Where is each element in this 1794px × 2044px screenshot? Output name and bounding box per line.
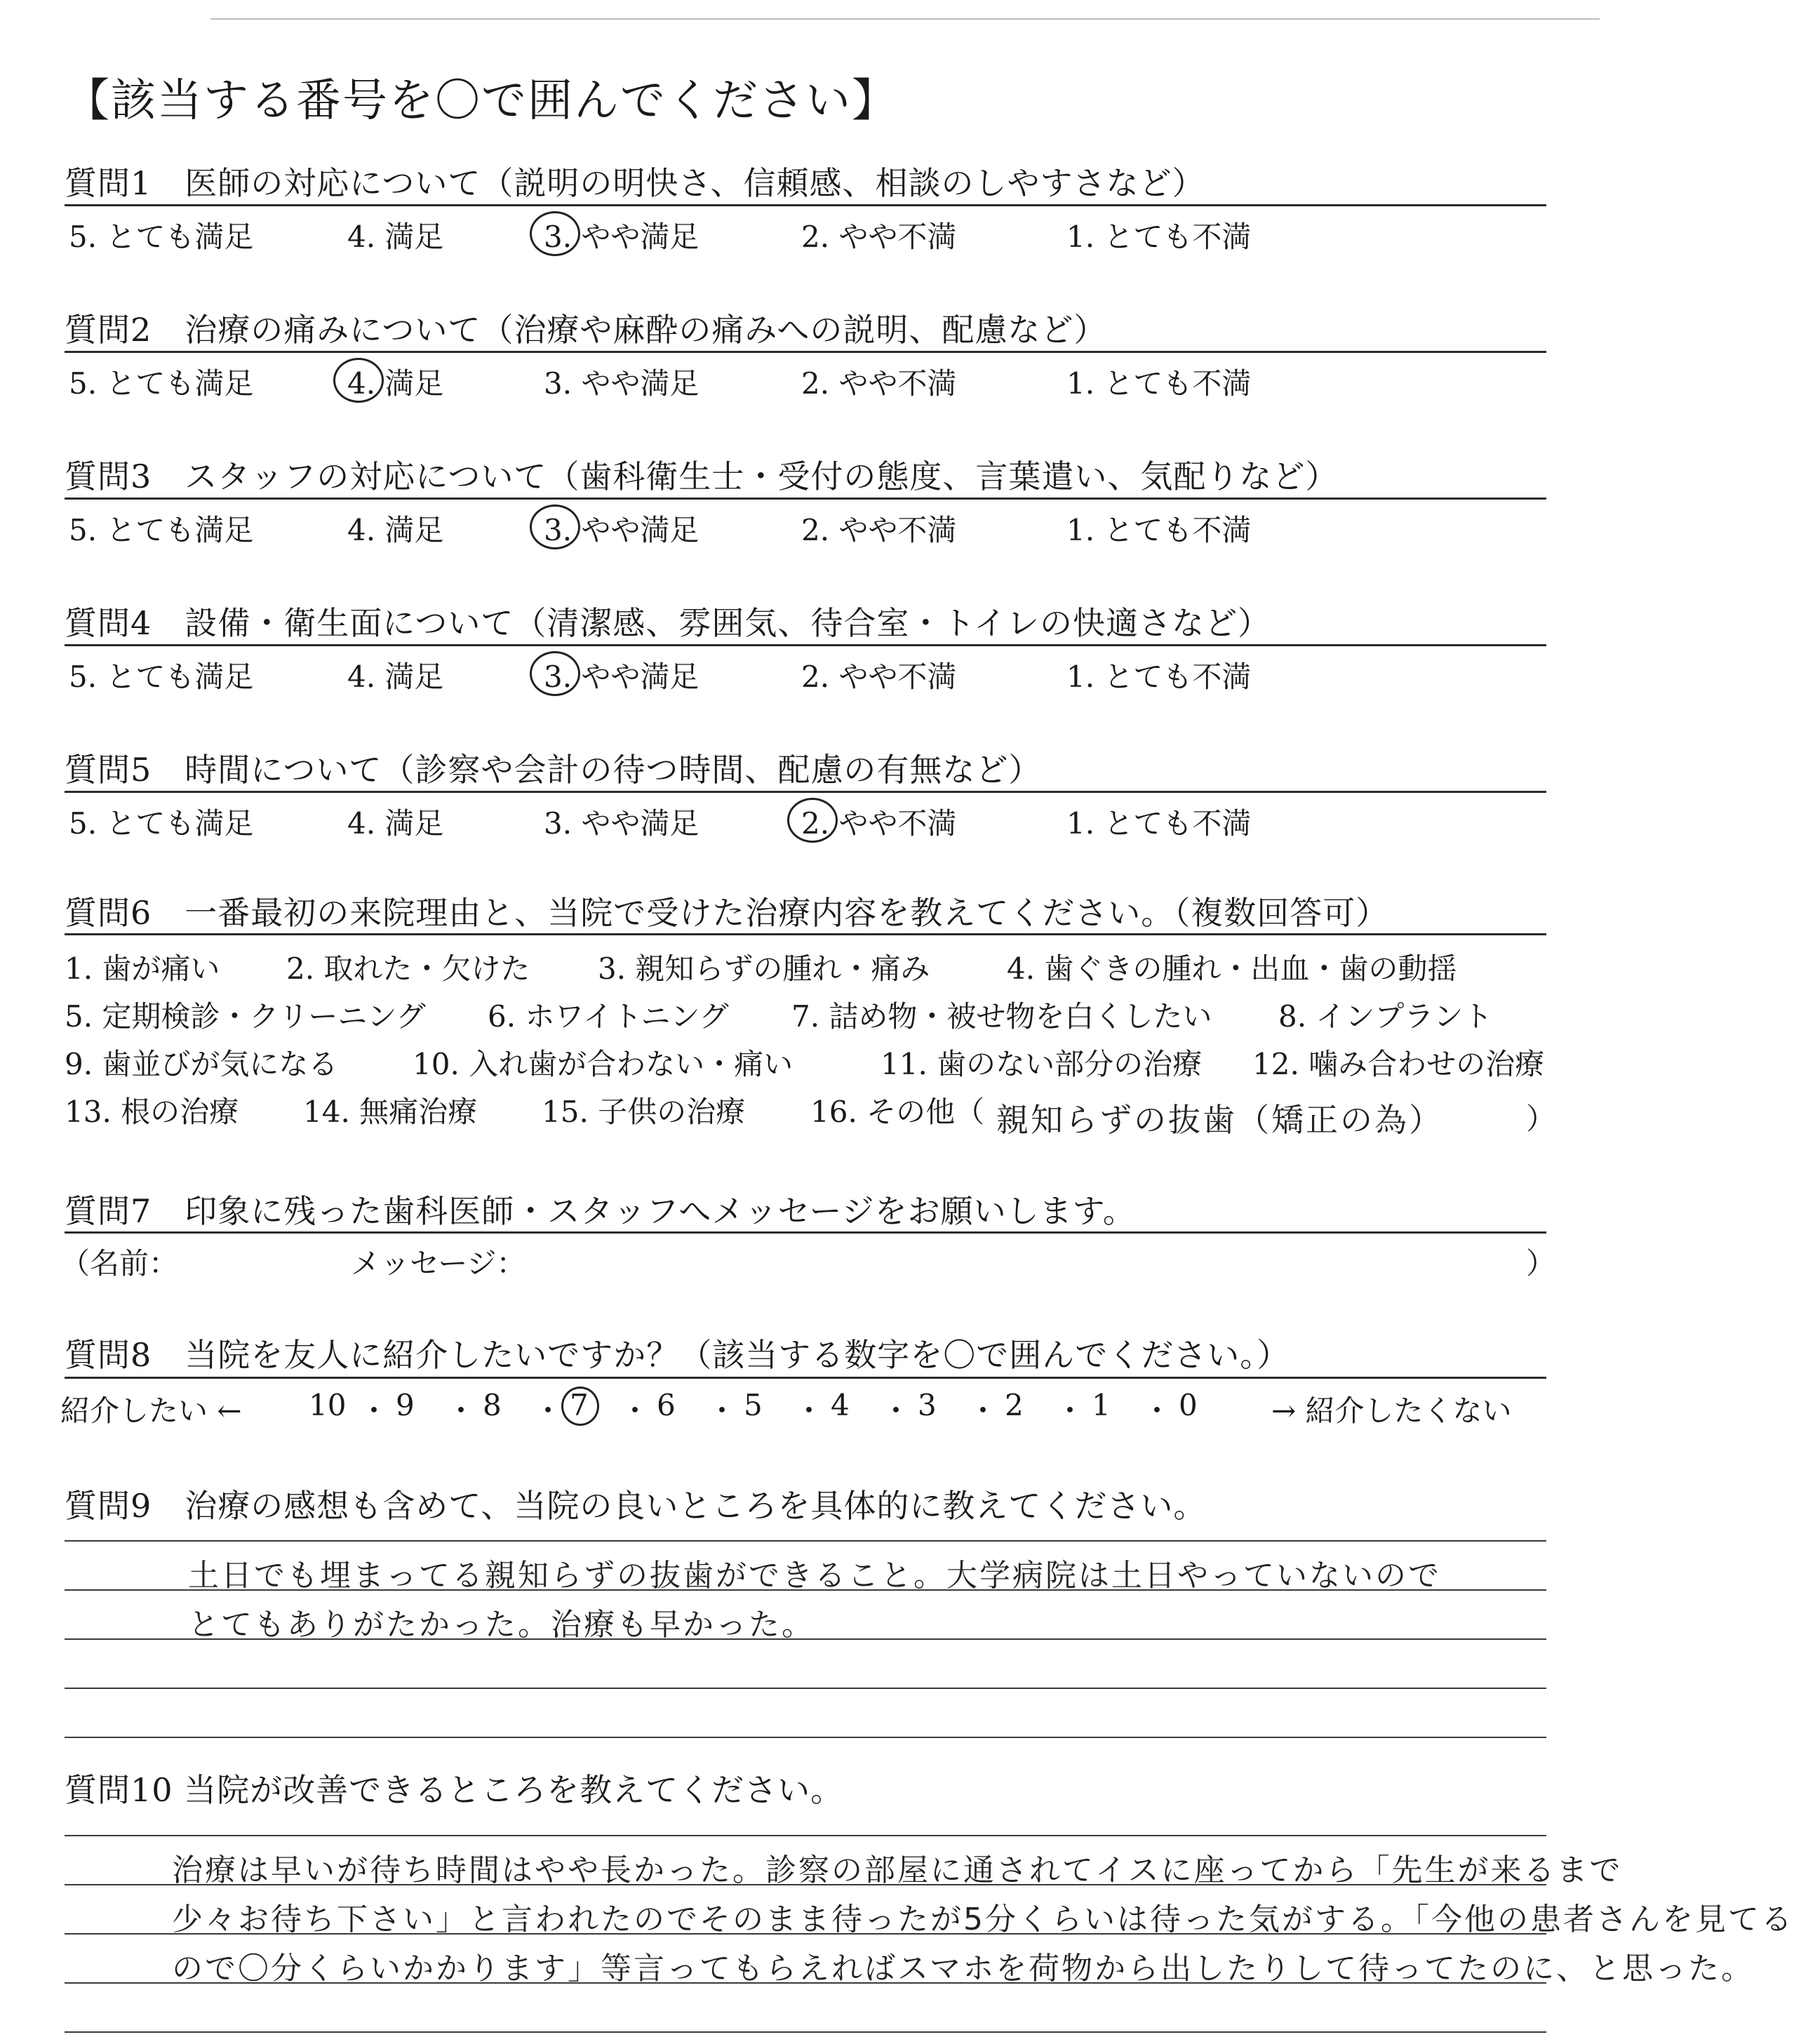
q6-option[interactable]: 9. 歯並びが気になる	[65, 1047, 338, 1081]
q1-option[interactable]: 2. やや不満	[801, 220, 957, 254]
q8-scale-value[interactable]: 6	[657, 1388, 676, 1422]
q3-selection-circle	[530, 505, 580, 549]
q4-title: 質問4 設備・衛生面について（清潔感、雰囲気、待合室・トイレの快適さなど）	[65, 604, 1271, 642]
q6-rule	[65, 933, 1546, 935]
page-title: 【該当する番号を〇で囲んでください】	[65, 75, 898, 127]
q6-other-answer: 親知らずの抜歯（矯正の為）	[996, 1101, 1443, 1139]
q5-option[interactable]: 3. やや満足	[544, 806, 699, 841]
q4-option[interactable]: 4. 満足	[347, 660, 444, 694]
q2-title: 質問2 治療の痛みについて（治療や麻酔の痛みへの説明、配慮など）	[65, 311, 1107, 349]
q5-title: 質問5 時間について（診察や会計の待つ時間、配慮の有無など）	[65, 751, 1042, 789]
q5-rule	[65, 791, 1546, 793]
q8-title: 質問8 当院を友人に紹介したいですか？（該当する数字を〇で囲んでください。）	[65, 1336, 1290, 1374]
q10-handwritten-answer-line: 治療は早いが待ち時間はやや長かった。診察の部屋に通されてイスに座ってから「先生が来るまで	[172, 1852, 1623, 1888]
q5-option[interactable]: 4. 満足	[347, 806, 444, 841]
q3-option[interactable]: 3. やや満足	[544, 513, 699, 547]
q4-option[interactable]: 3. やや満足	[544, 660, 699, 694]
q6-option[interactable]: 12. 噛み合わせの治療	[1252, 1047, 1545, 1081]
q6-option[interactable]: 1. 歯が痛い	[65, 951, 220, 986]
q6-option[interactable]: 13. 根の治療	[65, 1095, 239, 1129]
q6-title: 質問6 一番最初の来院理由と、当院で受けた治療内容を教えてください。（複数回答可）	[65, 894, 1389, 932]
q8-scale-separator: ・	[1142, 1394, 1172, 1428]
q2-option[interactable]: 2. やや不満	[801, 366, 957, 401]
q8-scale-separator: ・	[794, 1394, 824, 1428]
q5-option[interactable]: 5. とても満足	[69, 806, 254, 841]
q6-option[interactable]: 3. 親知らずの腫れ・痛み	[598, 951, 930, 986]
q8-left-label: 紹介したい ←	[60, 1394, 242, 1428]
q8-scale-separator: ・	[968, 1394, 998, 1428]
q8-scale-separator: ・	[881, 1394, 911, 1428]
q1-option[interactable]: 1. とても不満	[1066, 220, 1252, 254]
q4-selection-circle	[530, 651, 580, 696]
q7-name-label: （名前：	[60, 1246, 179, 1281]
q6-option[interactable]: 7. 詰め物・被せ物を白くしたい	[791, 999, 1212, 1034]
q8-scale-value[interactable]: 1	[1092, 1388, 1111, 1422]
q8-scale-value[interactable]: 0	[1179, 1388, 1198, 1422]
q7-title: 質問7 印象に残った歯科医師・スタッフへメッセージをお願いします。	[65, 1192, 1136, 1230]
q2-option[interactable]: 1. とても不満	[1066, 366, 1252, 401]
q6-option[interactable]: 8. インプラント	[1278, 999, 1493, 1034]
q3-rule	[65, 497, 1546, 500]
q6-option[interactable]: 6. ホワイトニング	[488, 999, 729, 1034]
q5-option[interactable]: 1. とても不満	[1066, 806, 1252, 841]
q1-option[interactable]: 3. やや満足	[544, 220, 699, 254]
q4-option[interactable]: 1. とても不満	[1066, 660, 1252, 694]
scan-edge	[210, 18, 1600, 20]
q6-option[interactable]: 5. 定期検診・クリーニング	[65, 999, 426, 1034]
q6-option[interactable]: 16. その他（	[810, 1095, 985, 1129]
q8-scale-value[interactable]: 2	[1005, 1388, 1024, 1422]
q6-other-close: ）	[1526, 1102, 1556, 1136]
q6-option[interactable]: 10. 入れ歯が合わない・痛い	[413, 1047, 794, 1081]
q9-handwritten-answer-line: 土日でも埋まってる親知らずの抜歯ができること。大学病院は土日やっていないので	[188, 1558, 1441, 1594]
q9-writing-line	[65, 1688, 1546, 1689]
q1-option[interactable]: 5. とても満足	[69, 220, 254, 254]
q2-option[interactable]: 4. 満足	[347, 366, 444, 401]
q1-option[interactable]: 4. 満足	[347, 220, 444, 254]
q10-writing-line	[65, 1835, 1546, 1836]
q1-selection-circle	[530, 211, 580, 256]
q4-option[interactable]: 5. とても満足	[69, 660, 254, 694]
q2-option[interactable]: 5. とても満足	[69, 366, 254, 401]
q3-option[interactable]: 5. とても満足	[69, 513, 254, 547]
q8-scale-value[interactable]: 7	[570, 1388, 589, 1422]
q8-scale-value[interactable]: 10	[309, 1388, 347, 1422]
q10-writing-line	[65, 2031, 1546, 2033]
q9-title: 質問9 治療の感想も含めて、当院の良いところを具体的に教えてください。	[65, 1487, 1207, 1525]
q8-scale-separator: ・	[359, 1394, 389, 1428]
q3-title: 質問3 スタッフの対応について（歯科衛生士・受付の態度、言葉遣い、気配りなど）	[65, 457, 1339, 495]
q8-selection-circle	[561, 1387, 599, 1426]
q8-scale-separator: ・	[620, 1394, 650, 1428]
q9-writing-line	[65, 1737, 1546, 1738]
q10-handwritten-answer-line: 少々お待ち下さい」と言われたのでそのまま待ったが5分くらいは待った気がする。「今他の患者さんを見てる	[172, 1902, 1794, 1937]
q1-title: 質問1 医師の対応について（説明の明快さ、信頼感、相談のしやすさなど）	[65, 164, 1205, 202]
q3-option[interactable]: 1. とても不満	[1066, 513, 1252, 547]
q6-option[interactable]: 14. 無痛治療	[303, 1095, 478, 1129]
q1-rule	[65, 204, 1546, 206]
q6-option[interactable]: 11. 歯のない部分の治療	[881, 1047, 1203, 1081]
q8-scale-value[interactable]: 4	[831, 1388, 850, 1422]
q5-selection-circle	[787, 798, 838, 843]
q8-right-label: → 紹介したくない	[1271, 1394, 1512, 1428]
q8-scale-value[interactable]: 5	[744, 1388, 763, 1422]
q9-writing-line	[65, 1540, 1546, 1542]
q10-title: 質問10 当院が改善できるところを教えてください。	[65, 1771, 844, 1809]
q2-rule	[65, 351, 1546, 353]
q7-rule	[65, 1231, 1546, 1234]
q6-option[interactable]: 2. 取れた・欠けた	[286, 951, 530, 986]
q4-rule	[65, 644, 1546, 646]
q7-close: ）	[1526, 1246, 1556, 1281]
q8-scale-value[interactable]: 8	[483, 1388, 502, 1422]
q5-option[interactable]: 2. やや不満	[801, 806, 957, 841]
q2-option[interactable]: 3. やや満足	[544, 366, 699, 401]
q3-option[interactable]: 2. やや不満	[801, 513, 957, 547]
q6-option[interactable]: 4. 歯ぐきの腫れ・出血・歯の動揺	[1007, 951, 1457, 986]
q7-message-label: メッセージ：	[351, 1246, 526, 1281]
q10-handwritten-answer-line: ので〇分くらいかかります」等言ってもらえればスマホを荷物から出したりして待ってたのに、と思った。	[172, 1951, 1755, 1986]
q3-option[interactable]: 4. 満足	[347, 513, 444, 547]
q4-option[interactable]: 2. やや不満	[801, 660, 957, 694]
q6-option[interactable]: 15. 子供の治療	[542, 1095, 746, 1129]
q8-scale-separator: ・	[533, 1394, 563, 1428]
q8-scale-separator: ・	[707, 1394, 737, 1428]
q8-scale-value[interactable]: 9	[396, 1388, 415, 1422]
q2-selection-circle	[333, 358, 384, 403]
q8-rule	[65, 1377, 1546, 1379]
q8-scale-value[interactable]: 3	[918, 1388, 937, 1422]
q9-handwritten-answer-line: とてもありがたかった。治療も早かった。	[188, 1607, 815, 1643]
q8-scale-separator: ・	[1055, 1394, 1085, 1428]
q8-scale-separator: ・	[446, 1394, 476, 1428]
